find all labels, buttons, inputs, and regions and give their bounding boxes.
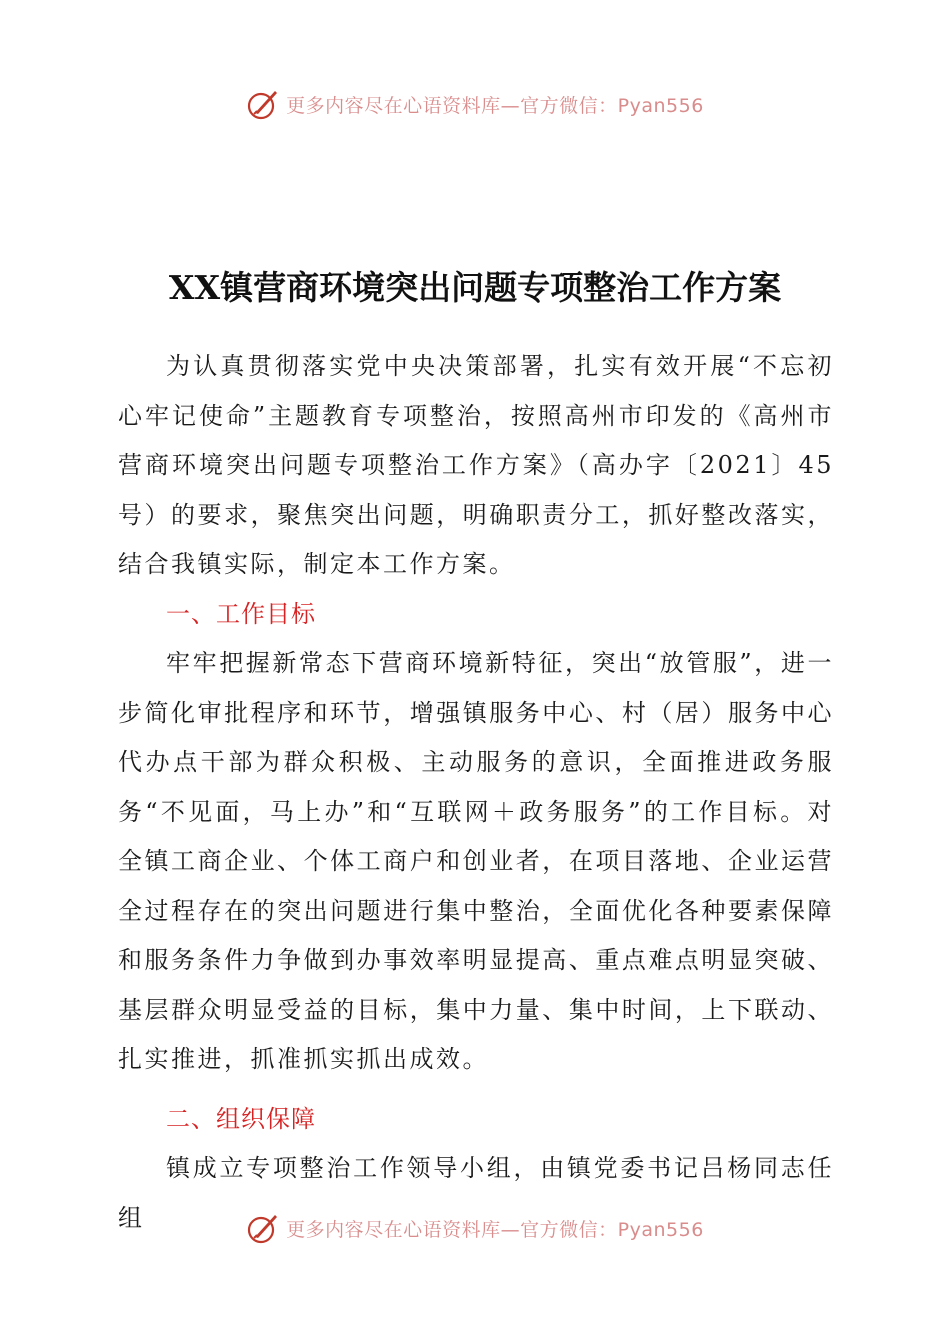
intro-paragraph: 为认真贯彻落实党中央决策部署，扎实有效开展“不忘初心牢记使命”主题教育专项整治，按照高州市印发的《高州市营商环境突出问题专项整治工作方案》（高办字〔2021〕45号）的要求，聚焦突出问题，明确职责分工，抓好整改落实，结合我镇实际，制定本工作方案。 [118,352,834,578]
section-heading-goals: 一、工作目标 [166,599,316,628]
watermark-header [0,84,950,124]
document-title: XX镇营商环境突出问题专项整治工作方案 [168,268,782,307]
quill-pen-logo-icon [246,1211,280,1245]
watermark-text: 更多内容尽在心语资料库—官方微信：Pyan556 [286,94,704,117]
section-paragraph-organization: 镇成立专项整治工作领导小组，由镇党委书记吕杨同志任组 [118,1154,834,1232]
document-body [118,342,834,1243]
watermark-footer [0,1208,950,1248]
quill-pen-logo-icon [246,87,280,121]
watermark-text: 更多内容尽在心语资料库—官方微信：Pyan556 [286,1218,704,1241]
section-heading-organization: 二、组织保障 [166,1104,316,1133]
section-paragraph-goals: 牢牢把握新常态下营商环境新特征，突出“放管服”，进一步简化审批程序和环节，增强镇服务中心、村（居）服务中心代办点干部为群众积极、主动服务的意识，全面推进政务服务“不见面，马上办”和“互联网＋政务服务”的工作目标。对全镇工商企业、个体工商户和创业者，在项目落地、企业运营全过程存在的突出问题进行集中整治，全面优化各种要素保障和服务条件力争做到办事效率明显提高、重点难点明显突破、基层群众明显受益的目标，集中力量、集中时间，上下联动、扎实推进，抓准抓实抓出成效。 [118,649,834,1073]
